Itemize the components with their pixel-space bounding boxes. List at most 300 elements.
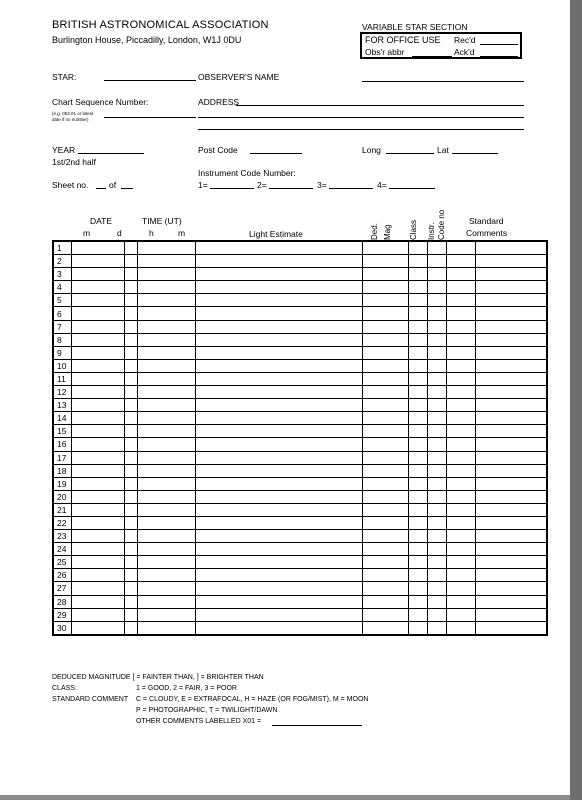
sheet-of-field[interactable] xyxy=(121,188,133,189)
table-cell[interactable] xyxy=(476,399,548,412)
table-cell[interactable] xyxy=(409,569,428,582)
table-cell[interactable] xyxy=(447,255,476,268)
table-cell[interactable] xyxy=(72,255,125,268)
table-cell[interactable] xyxy=(125,438,138,451)
table-cell[interactable] xyxy=(409,412,428,425)
table-cell[interactable] xyxy=(363,399,409,412)
table-cell[interactable] xyxy=(138,621,196,635)
table-cell[interactable] xyxy=(447,294,476,307)
table-cell[interactable] xyxy=(409,608,428,621)
table-cell[interactable] xyxy=(125,464,138,477)
table-cell[interactable] xyxy=(409,621,428,635)
table-cell[interactable] xyxy=(363,556,409,569)
table-cell[interactable] xyxy=(476,516,548,529)
table-cell[interactable] xyxy=(428,503,447,516)
table-cell[interactable] xyxy=(125,425,138,438)
table-cell[interactable] xyxy=(196,464,363,477)
table-cell[interactable] xyxy=(476,582,548,595)
table-cell[interactable] xyxy=(447,268,476,281)
table-cell[interactable] xyxy=(428,294,447,307)
table-cell[interactable] xyxy=(138,372,196,385)
table-cell[interactable] xyxy=(138,320,196,333)
table-cell[interactable] xyxy=(447,281,476,294)
table-cell[interactable] xyxy=(196,595,363,608)
observer-name-field[interactable] xyxy=(362,81,524,82)
table-cell[interactable] xyxy=(125,241,138,255)
table-cell[interactable] xyxy=(409,268,428,281)
table-cell[interactable] xyxy=(363,241,409,255)
table-cell[interactable] xyxy=(196,438,363,451)
table-cell[interactable] xyxy=(138,490,196,503)
table-cell[interactable] xyxy=(138,386,196,399)
table-cell[interactable] xyxy=(72,608,125,621)
table-cell[interactable] xyxy=(196,241,363,255)
table-cell[interactable] xyxy=(409,372,428,385)
table-cell[interactable] xyxy=(428,516,447,529)
table-row xyxy=(53,241,547,255)
table-cell[interactable] xyxy=(476,464,548,477)
table-cell[interactable] xyxy=(428,451,447,464)
table-cell[interactable] xyxy=(476,621,548,635)
table-cell[interactable] xyxy=(196,346,363,359)
table-cell[interactable] xyxy=(196,268,363,281)
table-cell[interactable] xyxy=(409,438,428,451)
table-cell[interactable] xyxy=(138,333,196,346)
table-cell[interactable] xyxy=(72,569,125,582)
table-cell[interactable] xyxy=(476,294,548,307)
table-cell[interactable] xyxy=(196,399,363,412)
table-cell[interactable] xyxy=(476,346,548,359)
table-cell[interactable] xyxy=(409,556,428,569)
table-cell[interactable] xyxy=(428,530,447,543)
table-cell[interactable] xyxy=(476,386,548,399)
table-cell[interactable] xyxy=(476,412,548,425)
table-cell[interactable] xyxy=(138,399,196,412)
table-cell[interactable] xyxy=(196,516,363,529)
table-cell[interactable] xyxy=(447,359,476,372)
table-cell[interactable] xyxy=(138,281,196,294)
table-cell[interactable] xyxy=(428,412,447,425)
table-cell[interactable] xyxy=(447,621,476,635)
inst1-field[interactable] xyxy=(210,188,254,189)
table-cell[interactable] xyxy=(363,438,409,451)
table-cell[interactable] xyxy=(409,425,428,438)
table-cell[interactable] xyxy=(476,255,548,268)
table-cell[interactable] xyxy=(363,412,409,425)
table-cell[interactable] xyxy=(447,333,476,346)
table-cell[interactable] xyxy=(447,516,476,529)
table-cell[interactable] xyxy=(72,621,125,635)
table-cell[interactable] xyxy=(428,372,447,385)
table-cell[interactable] xyxy=(196,608,363,621)
table-cell[interactable] xyxy=(363,386,409,399)
address-line-2[interactable] xyxy=(198,117,524,118)
table-cell[interactable] xyxy=(428,595,447,608)
table-cell[interactable] xyxy=(428,621,447,635)
table-cell[interactable] xyxy=(138,294,196,307)
table-cell[interactable] xyxy=(363,320,409,333)
table-cell[interactable] xyxy=(196,386,363,399)
table-cell[interactable] xyxy=(363,333,409,346)
table-cell[interactable] xyxy=(138,582,196,595)
table-cell[interactable] xyxy=(363,372,409,385)
table-cell[interactable] xyxy=(428,556,447,569)
table-cell[interactable] xyxy=(447,386,476,399)
table-cell[interactable] xyxy=(125,412,138,425)
table-cell[interactable] xyxy=(447,412,476,425)
table-cell[interactable] xyxy=(363,530,409,543)
table-cell[interactable] xyxy=(125,569,138,582)
table-cell[interactable] xyxy=(409,333,428,346)
table-cell[interactable] xyxy=(409,294,428,307)
table-cell[interactable] xyxy=(428,255,447,268)
table-cell[interactable] xyxy=(409,255,428,268)
table-cell[interactable] xyxy=(409,503,428,516)
table-cell[interactable] xyxy=(72,399,125,412)
table-cell[interactable] xyxy=(476,307,548,320)
table-cell[interactable] xyxy=(363,569,409,582)
table-cell[interactable] xyxy=(447,372,476,385)
table-cell[interactable] xyxy=(125,294,138,307)
table-cell[interactable] xyxy=(196,530,363,543)
table-cell[interactable] xyxy=(476,438,548,451)
table-cell[interactable] xyxy=(428,582,447,595)
table-cell[interactable] xyxy=(72,425,125,438)
table-cell[interactable] xyxy=(363,255,409,268)
table-cell[interactable] xyxy=(428,477,447,490)
table-cell[interactable] xyxy=(363,503,409,516)
table-cell[interactable] xyxy=(409,307,428,320)
table-cell[interactable] xyxy=(428,464,447,477)
table-cell[interactable] xyxy=(138,241,196,255)
table-cell[interactable] xyxy=(196,281,363,294)
recd-line[interactable] xyxy=(480,44,518,45)
table-cell[interactable] xyxy=(196,503,363,516)
table-cell[interactable] xyxy=(138,543,196,556)
table-cell[interactable] xyxy=(476,241,548,255)
table-cell[interactable] xyxy=(72,582,125,595)
table-cell[interactable] xyxy=(476,530,548,543)
table-cell[interactable] xyxy=(196,294,363,307)
table-cell[interactable] xyxy=(125,320,138,333)
row-number: 22 xyxy=(53,516,72,529)
table-cell[interactable] xyxy=(138,503,196,516)
table-cell[interactable] xyxy=(125,386,138,399)
table-cell[interactable] xyxy=(72,359,125,372)
table-cell[interactable] xyxy=(138,346,196,359)
table-cell[interactable] xyxy=(72,464,125,477)
table-cell[interactable] xyxy=(196,477,363,490)
table-cell[interactable] xyxy=(409,241,428,255)
table-cell[interactable] xyxy=(428,608,447,621)
table-cell[interactable] xyxy=(363,451,409,464)
table-cell[interactable] xyxy=(125,503,138,516)
table-cell[interactable] xyxy=(447,399,476,412)
table-cell[interactable] xyxy=(428,268,447,281)
table-cell[interactable] xyxy=(125,530,138,543)
table-cell[interactable] xyxy=(138,477,196,490)
table-cell[interactable] xyxy=(196,412,363,425)
table-cell[interactable] xyxy=(409,281,428,294)
table-cell[interactable] xyxy=(196,307,363,320)
table-cell[interactable] xyxy=(428,543,447,556)
table-cell[interactable] xyxy=(72,543,125,556)
row-number: 27 xyxy=(53,582,72,595)
table-cell[interactable] xyxy=(138,412,196,425)
table-cell[interactable] xyxy=(476,503,548,516)
table-cell[interactable] xyxy=(409,582,428,595)
table-cell[interactable] xyxy=(363,595,409,608)
table-cell[interactable] xyxy=(476,569,548,582)
post-code-field[interactable] xyxy=(250,153,302,154)
table-cell[interactable] xyxy=(428,241,447,255)
table-cell[interactable] xyxy=(125,307,138,320)
table-cell[interactable] xyxy=(476,425,548,438)
table-cell[interactable] xyxy=(196,333,363,346)
table-cell[interactable] xyxy=(72,412,125,425)
table-cell[interactable] xyxy=(125,516,138,529)
table-cell[interactable] xyxy=(72,595,125,608)
row-number: 21 xyxy=(53,503,72,516)
table-cell[interactable] xyxy=(125,543,138,556)
table-cell[interactable] xyxy=(72,386,125,399)
year-label: YEAR xyxy=(52,145,76,155)
table-cell[interactable] xyxy=(363,490,409,503)
table-cell[interactable] xyxy=(72,477,125,490)
table-cell[interactable] xyxy=(476,281,548,294)
table-cell[interactable] xyxy=(138,608,196,621)
table-cell[interactable] xyxy=(125,556,138,569)
table-cell[interactable] xyxy=(409,543,428,556)
table-cell[interactable] xyxy=(476,333,548,346)
table-cell[interactable] xyxy=(409,595,428,608)
table-cell[interactable] xyxy=(72,268,125,281)
table-cell[interactable] xyxy=(447,464,476,477)
table-cell[interactable] xyxy=(409,464,428,477)
table-cell[interactable] xyxy=(363,281,409,294)
table-cell[interactable] xyxy=(72,333,125,346)
table-cell[interactable] xyxy=(447,569,476,582)
table-cell[interactable] xyxy=(196,320,363,333)
table-cell[interactable] xyxy=(125,346,138,359)
table-cell[interactable] xyxy=(196,569,363,582)
table-cell[interactable] xyxy=(409,386,428,399)
table-cell[interactable] xyxy=(72,294,125,307)
table-cell[interactable] xyxy=(476,477,548,490)
table-cell[interactable] xyxy=(428,359,447,372)
table-cell[interactable] xyxy=(363,516,409,529)
table-cell[interactable] xyxy=(125,399,138,412)
table-cell[interactable] xyxy=(138,255,196,268)
table-row xyxy=(53,268,547,281)
table-cell[interactable] xyxy=(428,425,447,438)
table-cell[interactable] xyxy=(447,425,476,438)
table-cell[interactable] xyxy=(363,477,409,490)
lat-field[interactable] xyxy=(452,153,498,154)
table-cell[interactable] xyxy=(72,307,125,320)
table-cell[interactable] xyxy=(138,530,196,543)
table-cell[interactable] xyxy=(428,307,447,320)
table-cell[interactable] xyxy=(476,372,548,385)
table-cell[interactable] xyxy=(428,320,447,333)
table-cell[interactable] xyxy=(428,569,447,582)
table-cell[interactable] xyxy=(196,255,363,268)
table-cell[interactable] xyxy=(72,556,125,569)
table-cell[interactable] xyxy=(125,582,138,595)
table-cell[interactable] xyxy=(476,451,548,464)
table-cell[interactable] xyxy=(447,595,476,608)
table-cell[interactable] xyxy=(72,490,125,503)
table-cell[interactable] xyxy=(125,333,138,346)
table-cell[interactable] xyxy=(447,543,476,556)
table-cell[interactable] xyxy=(72,241,125,255)
long-field[interactable] xyxy=(386,153,434,154)
table-cell[interactable] xyxy=(196,372,363,385)
table-cell[interactable] xyxy=(476,543,548,556)
table-cell[interactable] xyxy=(125,372,138,385)
table-cell[interactable] xyxy=(138,307,196,320)
address-line-1[interactable] xyxy=(236,105,524,106)
table-cell[interactable] xyxy=(138,359,196,372)
table-cell[interactable] xyxy=(428,438,447,451)
table-cell[interactable] xyxy=(72,438,125,451)
star-field[interactable] xyxy=(104,80,196,81)
table-cell[interactable] xyxy=(428,490,447,503)
table-cell[interactable] xyxy=(409,346,428,359)
table-cell[interactable] xyxy=(476,556,548,569)
table-cell[interactable] xyxy=(72,516,125,529)
table-cell[interactable] xyxy=(138,464,196,477)
table-cell[interactable] xyxy=(125,281,138,294)
table-cell[interactable] xyxy=(447,503,476,516)
table-cell[interactable] xyxy=(196,621,363,635)
table-cell[interactable] xyxy=(196,425,363,438)
table-cell[interactable] xyxy=(476,320,548,333)
table-cell[interactable] xyxy=(409,516,428,529)
inst4-field[interactable] xyxy=(389,188,435,189)
table-cell[interactable] xyxy=(363,268,409,281)
table-cell[interactable] xyxy=(447,608,476,621)
table-cell[interactable] xyxy=(125,268,138,281)
table-cell[interactable] xyxy=(138,438,196,451)
table-cell[interactable] xyxy=(138,595,196,608)
table-cell[interactable] xyxy=(138,451,196,464)
chart-seq-field[interactable] xyxy=(104,117,196,118)
table-cell[interactable] xyxy=(138,425,196,438)
table-cell[interactable] xyxy=(72,346,125,359)
table-cell[interactable] xyxy=(363,582,409,595)
table-cell[interactable] xyxy=(72,320,125,333)
table-cell[interactable] xyxy=(363,359,409,372)
table-cell[interactable] xyxy=(196,582,363,595)
table-cell[interactable] xyxy=(409,477,428,490)
table-cell[interactable] xyxy=(196,359,363,372)
table-cell[interactable] xyxy=(476,268,548,281)
other-comments-field[interactable] xyxy=(272,725,362,726)
year-field[interactable] xyxy=(78,153,144,154)
table-cell[interactable] xyxy=(196,451,363,464)
table-cell[interactable] xyxy=(428,346,447,359)
table-cell[interactable] xyxy=(363,621,409,635)
table-cell[interactable] xyxy=(125,595,138,608)
table-cell[interactable] xyxy=(72,530,125,543)
sheet-no-field[interactable] xyxy=(96,188,106,189)
table-cell[interactable] xyxy=(447,490,476,503)
inst2-label: 2= xyxy=(257,180,267,190)
table-cell[interactable] xyxy=(72,372,125,385)
table-cell[interactable] xyxy=(447,307,476,320)
table-cell[interactable] xyxy=(428,399,447,412)
table-cell[interactable] xyxy=(476,490,548,503)
table-cell[interactable] xyxy=(476,608,548,621)
table-cell[interactable] xyxy=(447,320,476,333)
table-cell[interactable] xyxy=(72,281,125,294)
table-cell[interactable] xyxy=(196,556,363,569)
table-cell[interactable] xyxy=(125,359,138,372)
table-cell[interactable] xyxy=(125,255,138,268)
table-cell[interactable] xyxy=(196,490,363,503)
table-cell[interactable] xyxy=(363,294,409,307)
table-cell[interactable] xyxy=(363,608,409,621)
table-cell[interactable] xyxy=(409,359,428,372)
table-cell[interactable] xyxy=(363,307,409,320)
row-number: 3 xyxy=(53,268,72,281)
table-cell[interactable] xyxy=(428,333,447,346)
table-cell[interactable] xyxy=(363,464,409,477)
table-cell[interactable] xyxy=(428,386,447,399)
table-cell[interactable] xyxy=(447,582,476,595)
table-cell[interactable] xyxy=(476,359,548,372)
table-cell[interactable] xyxy=(363,425,409,438)
inst2-field[interactable] xyxy=(269,188,313,189)
table-cell[interactable] xyxy=(125,490,138,503)
table-cell[interactable] xyxy=(125,477,138,490)
table-cell[interactable] xyxy=(447,530,476,543)
inst3-field[interactable] xyxy=(329,188,373,189)
table-cell[interactable] xyxy=(409,399,428,412)
table-cell[interactable] xyxy=(428,281,447,294)
table-row xyxy=(53,543,547,556)
table-cell[interactable] xyxy=(138,569,196,582)
table-cell[interactable] xyxy=(72,503,125,516)
obs-abbr-line[interactable] xyxy=(412,56,452,57)
table-cell[interactable] xyxy=(409,320,428,333)
table-cell[interactable] xyxy=(447,477,476,490)
table-cell[interactable] xyxy=(409,530,428,543)
table-cell[interactable] xyxy=(125,451,138,464)
table-cell[interactable] xyxy=(447,438,476,451)
table-row xyxy=(53,621,547,635)
table-cell[interactable] xyxy=(447,451,476,464)
table-cell[interactable] xyxy=(196,543,363,556)
address-line-3[interactable] xyxy=(198,129,524,130)
table-cell[interactable] xyxy=(72,451,125,464)
table-cell[interactable] xyxy=(476,595,548,608)
table-cell[interactable] xyxy=(447,556,476,569)
table-cell[interactable] xyxy=(409,490,428,503)
table-cell[interactable] xyxy=(409,451,428,464)
table-cell[interactable] xyxy=(138,556,196,569)
table-cell[interactable] xyxy=(138,268,196,281)
table-cell[interactable] xyxy=(125,621,138,635)
table-cell[interactable] xyxy=(447,346,476,359)
table-cell[interactable] xyxy=(447,241,476,255)
table-cell[interactable] xyxy=(138,516,196,529)
ackd-line[interactable] xyxy=(480,56,518,57)
table-cell[interactable] xyxy=(125,608,138,621)
table-cell[interactable] xyxy=(363,543,409,556)
table-cell[interactable] xyxy=(363,346,409,359)
